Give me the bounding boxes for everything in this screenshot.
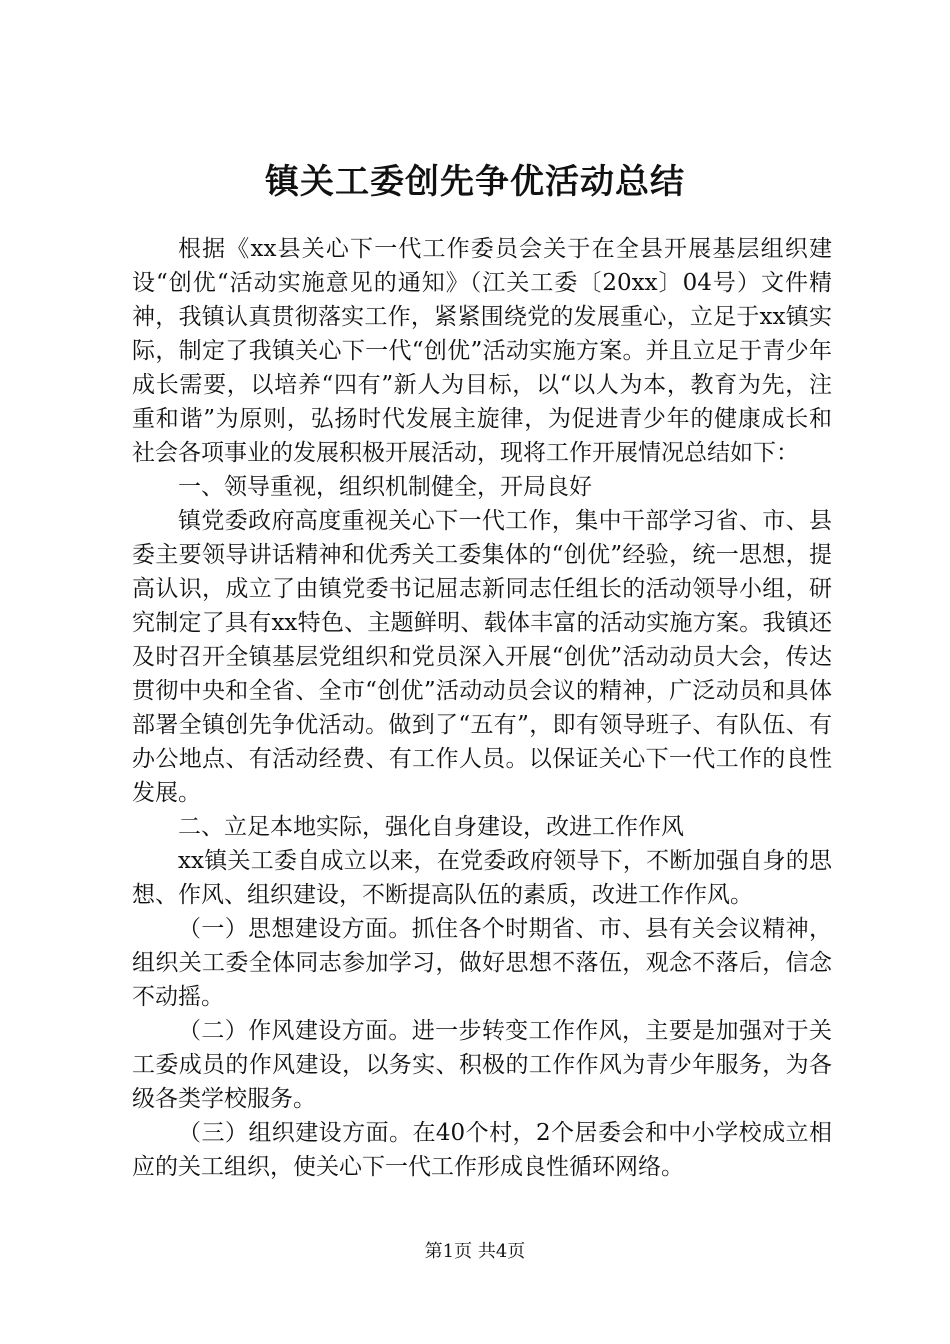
page-footer — [0, 1240, 950, 1264]
paragraph-intro: 根据《xx县关心下一代工作委员会关于在全县开展基层组织建设“创优“活动实施意见的通知》（江关工委〔20xx〕04号）文件精神，我镇认真贯彻落实工作，紧紧围绕党的发展重心，立足于xx镇实际，制定了我镇关心下一代“创优”活动实施方案。并且立足于青少年成长需要，以培养“四有”新人为目标，以“以人为本，教育为先，注重和谐”为原则，弘扬时代发展主旋律，为促进青少年的健康成长和社会各项事业的发展积极开展活动，现将工作开展情况总结如下： — [132, 236, 832, 466]
paragraph-section-1: 镇党委政府高度重视关心下一代工作，集中干部学习省、市、县委主要领导讲话精神和优秀关工委集体的“创优”经验，统一思想，提高认识，成立了由镇党委书记屈志新同志任组长的活动领导小组，研究制定了具有xx特色、主题鲜明、载体丰富的活动实施方案。我镇还及时召开全镇基层党组织和党员深入开展“创优”活动动员大会，传达贯彻中央和全省、全市“创优”活动动员会议的精神，广泛动员和具体部署全镇创先争优活动。做到了“五有”，即有领导班子、有队伍、有办公地点、有活动经费、有工作人员。以保证关心下一代工作的良性发展。 — [132, 508, 832, 806]
paragraph-subsection-3: （三）组织建设方面。在40个村，2个居委会和中小学校成立相应的关工组织，使关心下一代工作形成良性循环网络。 — [132, 1120, 832, 1180]
page-number: 第1页 — [424, 1241, 473, 1262]
paragraph-subsection-1: （一）思想建设方面。抓住各个时期省、市、县有关会议精神，组织关工委全体同志参加学习，做好思想不落伍，观念不落后，信念不动摇。 — [132, 916, 832, 1010]
page-total: 共4页 — [477, 1241, 526, 1262]
document-body — [132, 232, 832, 1184]
paragraph-subsection-2: （二）作风建设方面。进一步转变工作作风，主要是加强对于关工委成员的作风建设，以务实、积极的工作作风为青少年服务，为各级各类学校服务。 — [132, 1018, 832, 1112]
section-heading-1: 一、领导重视，组织机制健全，开局良好 — [178, 474, 592, 500]
document-title: 镇关工委创先争优活动总结 — [265, 162, 685, 202]
section-heading-2: 二、立足本地实际，强化自身建设，改进工作作风 — [178, 814, 684, 840]
paragraph-section-2: xx镇关工委自成立以来，在党委政府领导下，不断加强自身的思想、作风、组织建设，不断提高队伍的素质，改进工作作风。 — [132, 848, 832, 908]
